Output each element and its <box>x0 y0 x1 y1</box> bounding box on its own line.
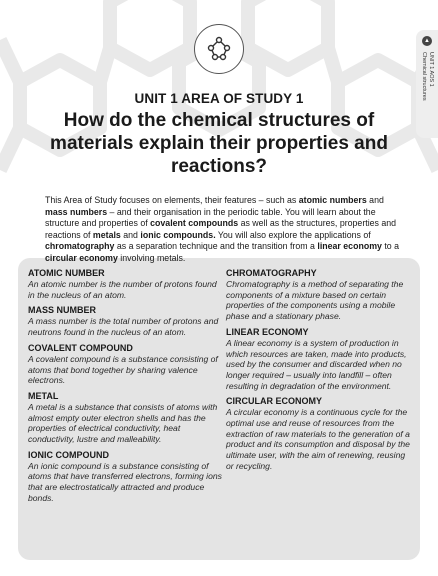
glossary-term: MASS NUMBER <box>28 305 97 316</box>
glossary-definition: A mass number is the total number of protons and neutrons found in the nucleus of an atom. <box>28 316 219 338</box>
glossary-definition: An atomic number is the number of protons found in the nucleus of an atom. <box>28 279 217 300</box>
glossary-definition: A covalent compound is a substance consisting of atoms that bond together by sharing valence electrons. <box>28 353 218 386</box>
glossary-column-left <box>28 268 224 509</box>
key-term: linear economy <box>317 241 382 252</box>
glossary-entry <box>28 391 224 445</box>
page-title: How do the chemical structures of materials explain their properties and reactions? <box>50 110 388 177</box>
glossary-definition: A linear economy is a system of production in which resources are taken, made into products, used by the consumer and discarded when no longer required – usually into landfill – often resulting in degradation of the environment. <box>226 337 407 391</box>
intro-text: to a <box>381 241 400 252</box>
side-tab-label: UNIT 1 AOS 1 Chemical structures <box>421 52 434 101</box>
glossary-entry <box>28 450 224 504</box>
intro-text: – and their organisation in the periodic table. You will learn about the structure and properties of <box>45 206 376 229</box>
key-term: ionic compounds. <box>140 229 216 240</box>
key-term: covalent compounds <box>150 218 239 229</box>
glossary-entry <box>28 268 224 300</box>
intro-text: involving metals. <box>117 252 186 263</box>
intro-text: and <box>120 229 141 240</box>
glossary-term: IONIC COMPOUND <box>28 449 109 460</box>
glossary-term: METAL <box>28 390 59 401</box>
intro-paragraph <box>45 195 400 265</box>
glossary-definition: A metal is a substance that consists of atoms with almost empty outer electron shells and has the properties of electrical conductivity, heat conductivity, lustre and malleability. <box>28 401 218 445</box>
glossary-entry <box>226 396 410 471</box>
glossary-entry <box>226 327 410 392</box>
intro-text: as well as the structures, properties and reactions of <box>45 218 397 240</box>
glossary-definition: Chromatography is a method of separating the components of a mixture based on certain properties of the components using a mobile phase and a stationary phase. <box>226 279 404 322</box>
unit-title: UNIT 1 AREA OF STUDY 1 <box>134 91 304 106</box>
key-term: metals <box>92 229 121 240</box>
glossary-term: LINEAR ECONOMY <box>226 326 309 337</box>
glossary-term: CIRCULAR ECONOMY <box>226 396 322 407</box>
key-term: chromatography <box>45 241 115 252</box>
glossary-term: ATOMIC NUMBER <box>28 268 105 278</box>
glossary-term: COVALENT COMPOUND <box>28 342 133 353</box>
key-term: mass numbers <box>45 206 108 217</box>
glossary-entry <box>28 305 224 337</box>
intro-text: and <box>366 195 384 205</box>
key-term: circular economy <box>45 252 118 263</box>
tab-arrow-icon: ▲ <box>422 36 432 46</box>
glossary-definition: A circular economy is a continuous cycle for the optimal use and reuse of resources from the extraction of raw materials to the generation of a product and its consumption and disposal by the ultimate user, with the aim of renewing, reusing or recycling. <box>226 407 410 471</box>
glossary-entry <box>28 343 224 386</box>
section-side-tab[interactable] <box>416 30 438 138</box>
glossary-definition: An ionic compound is a substance consisting of atoms that have transferred electrons, forming ions that are electrostatically attracted and produce bonds. <box>28 460 222 503</box>
key-term: atomic numbers <box>298 195 367 205</box>
intro-text: You will also explore the applications of <box>215 229 371 240</box>
molecule-icon <box>194 24 244 74</box>
glossary-term: CHROMATOGRAPHY <box>226 268 317 278</box>
glossary-column-right <box>226 268 410 477</box>
intro-text: as a separation technique and the transition from a <box>114 241 318 252</box>
glossary-entry <box>226 268 410 322</box>
intro-text: This Area of Study focuses on elements, their features – such as <box>45 195 299 205</box>
